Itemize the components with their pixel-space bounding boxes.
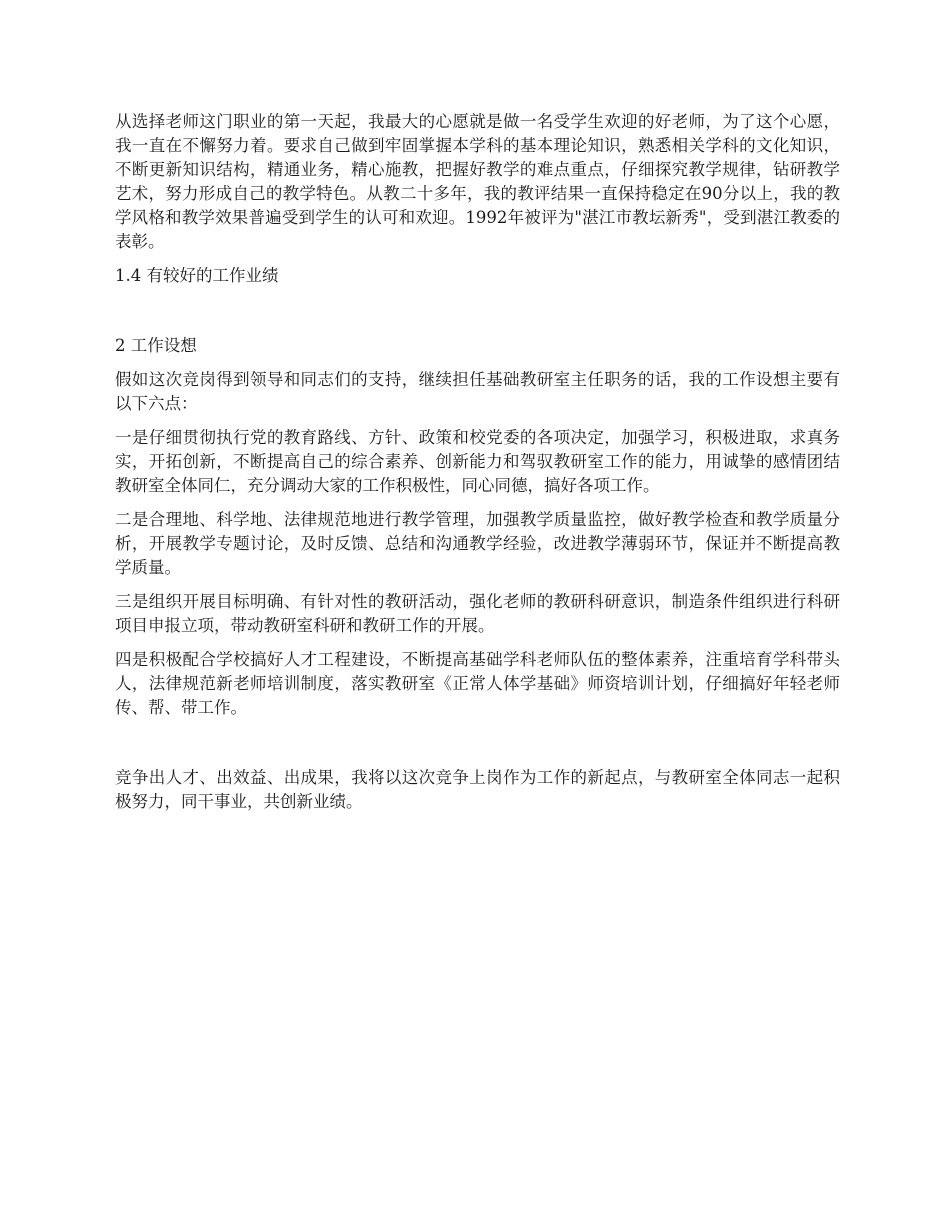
plan-point-2: 二是合理地、科学地、法律规范地进行教学管理，加强教学质量监控，做好教学检查和教学质量分析，开展教学专题讨论，及时反馈、总结和沟通教学经验，改进教学薄弱环节，保证并不断提高教学质量。 — [115, 510, 840, 577]
closing-paragraph: 竞争出人才、出效益、出成果，我将以这次竞争上岗作为工作的新起点，与教研室全体同志一起积极努力，同干事业，共创新业绩。 — [115, 768, 840, 811]
plan-point-4: 四是积极配合学校搞好人才工程建设，不断提高基础学科老师队伍的整体素养，注重培育学科带头人，法律规范新老师培训制度，落实教研室《正常人体学基础》师资培训计划，仔细搞好年轻老师传、帮、带工作。 — [115, 650, 840, 717]
document-body — [115, 110, 840, 824]
section-heading-2: 2 工作设想 — [115, 336, 197, 355]
spacer — [115, 730, 840, 766]
plan-point-3: 三是组织开展目标明确、有针对性的教研活动，强化老师的教研科研意识，制造条件组织进行科研项目申报立项，带动教研室科研和教研工作的开展。 — [115, 592, 840, 635]
intro-paragraph: 从选择老师这门职业的第一天起，我最大的心愿就是做一名受学生欢迎的好老师，为了这个心愿，我一直在不懈努力着。要求自己做到牢固掌握本学科的基本理论知识，熟悉相关学科的文化知识，不断更新知识结构，精通业务，精心施教，把握好教学的难点重点，仔细探究教学规律，钻研教学艺术，努力形成自己的教学特色。从教二十多年，我的教评结果一直保持稳定在90分以上，我的教学风格和教学效果普遍受到学生的认可和欢迎。1992年被评为"湛江市教坛新秀"，受到湛江教委的表彰。 — [115, 112, 840, 251]
plan-intro-paragraph: 假如这次竞岗得到领导和同志们的支持，继续担任基础教研室主任职务的话，我的工作设想主要有以下六点： — [115, 370, 840, 413]
spacer — [115, 298, 840, 334]
section-heading-1-4: 1.4 有较好的工作业绩 — [115, 266, 279, 285]
plan-point-1: 一是仔细贯彻执行党的教育路线、方针、政策和校党委的各项决定，加强学习，积极进取，求真务实，开拓创新，不断提高自己的综合素养、创新能力和驾驭教研室工作的能力，用诚挚的感情团结教研室全体同仁，充分调动大家的工作积极性，同心同德，搞好各项工作。 — [115, 428, 840, 495]
